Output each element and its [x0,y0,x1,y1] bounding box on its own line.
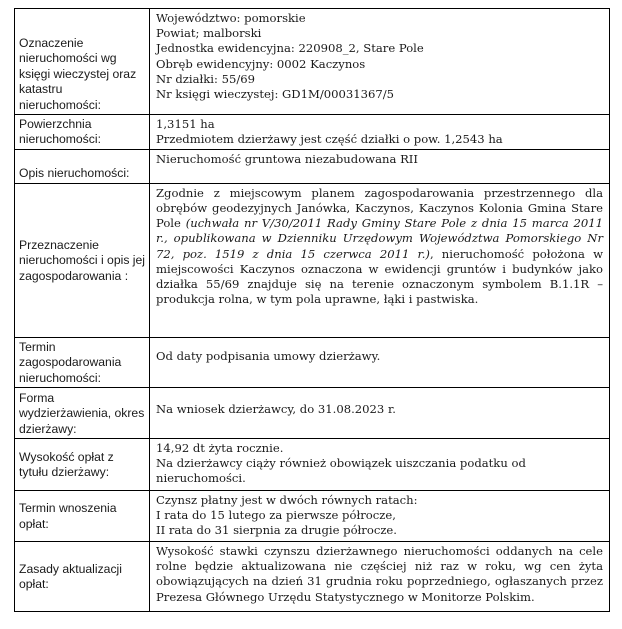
row-przeznaczenie [15,183,610,337]
label-zasady: Zasady aktualizacji opłat: [15,542,150,612]
value-zasady: Wysokość stawki czynszu dzierżawnego nieruchomości oddanych na cele rolne będzie aktualizowana nie częściej niż raz w roku, wg cen żyta obowiązujących na dzień 31 grudnia roku poprzedniego, ogłaszanych przez Prezesa Głównego Urzędu Statystycznego w Monitorze Polskim. [150,542,610,612]
rent-amount-line: 14,92 dt żyta rocznie. [156,441,284,456]
value-forma: Na wniosek dzierżawcy, do 31.08.2023 r. [150,388,610,439]
row-forma [15,388,610,439]
value-termin-zagospodarowania: Od daty podpisania umowy dzierżawy. [150,337,610,387]
row-opis [15,149,610,183]
value-wysokosc [150,439,610,491]
label-oznaczenie: Oznaczenie nieruchomości wg księgi wieczystej oraz katastru nieruchomości: [15,9,150,115]
zoning-resolution-reference: (uchwała nr V/30/2011 Rady Gminy Stare Pole z dnia 15 marca 2011 r., opublikowana w Dzienniku Urzędowym Województwa Pomorskiego Nr 72, poz. 1519 z dnia 15 czerwca 2011 r.) [156,216,603,261]
zoning-text-end: , nieruchomość położona w miejscowości Kaczynos oznaczona w ewidencji gruntów i budynków jako działka 55/69 znajduje się na terenie oznaczonym symbolem B.1.1R – produkcja rolna, w tym pola uprawne, łąki i pastwiska. [156,246,603,307]
label-powierzchnia: Powierzchnia nieruchomości: [15,115,150,150]
area-line: 1,3151 ha [156,117,215,131]
lease-area-line: Przedmiotem dzierżawy jest część działki o pow. 1,2543 ha [156,132,503,147]
label-termin-zagospodarowania: Termin zagospodarowania nieruchomości: [15,337,150,387]
nr-ksiegi-line: Nr księgi wieczystej: GD1M/00031367/5 [156,87,395,102]
nr-dzialki-line: Nr działki: 55/69 [156,71,256,86]
value-powierzchnia [150,115,610,150]
label-opis: Opis nieruchomości: [15,149,150,183]
label-wysokosc: Wysokość opłat z tytułu dzierżawy: [15,439,150,491]
wojewodztwo-line: Województwo: pomorskie [156,11,306,25]
value-przeznaczenie [150,183,610,337]
row-wysokosc [15,439,610,491]
row-termin-zagospodarowania [15,337,610,387]
row-termin-wnoszenia [15,491,610,542]
value-oznaczenie [150,9,610,115]
tax-obligation-text: Na dzierżawcy ciąży również obowiązek uiszczania podatku od nieruchomości. [156,456,526,486]
row-oznaczenie [15,9,610,115]
lease-announcement-table-wrapper [14,8,610,612]
label-termin-wnoszenia: Termin wnoszenia opłat: [15,491,150,542]
label-przeznaczenie: Przeznaczenie nieruchomości i opis jej zagospodarowania : [15,183,150,337]
zoning-text-start: Zgodnie z miejscowym planem zagospodarowania przestrzennego dla obrębów geodezyjnych Janówka, Kaczynos, Kaczynos Kolonia Gmina Stare Pole [156,185,603,231]
value-opis: Nieruchomość gruntowa niezabudowana RII [150,149,610,183]
obreb-line: Obręb ewidencyjny: 0002 Kaczynos [156,56,366,71]
property-details-table [14,8,610,612]
payment-intro-line: Czynsz płatny jest w dwóch równych ratach: [156,493,418,508]
row-powierzchnia [15,115,610,150]
row-zasady [15,542,610,612]
jednostka-line: Jednostka ewidencyjna: 220908_2, Stare Pole [156,41,424,56]
payment-rate-2-line: II rata do 31 sierpnia za drugie półrocze. [156,523,397,538]
powiat-line: Powiat; malborski [156,26,262,41]
payment-rate-1-line: I rata do 15 lutego za pierwsze półrocze, [156,508,396,523]
label-forma: Forma wydzierżawienia, okres dzierżawy: [15,388,150,439]
value-termin-wnoszenia [150,491,610,542]
